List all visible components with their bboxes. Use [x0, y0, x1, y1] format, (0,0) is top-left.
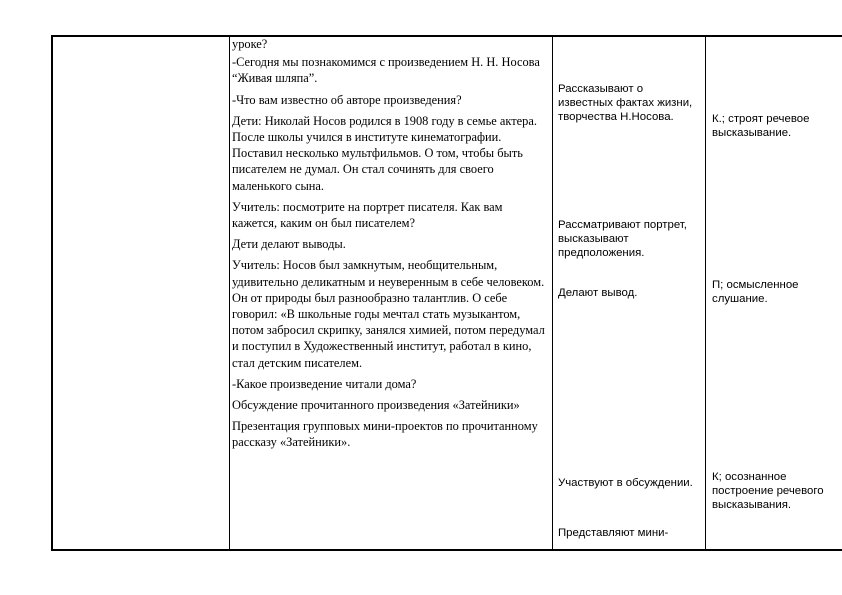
teacher-text-3: Дети: Николай Носов родился в 1908 году в семье актера. После школы учился в институте кинематографии. Поставил несколько мультфильмов. О том, чтобы быть писателем не думал. Он стал сочинять для своего маленького сына.: [232, 113, 537, 193]
uud-item-3: К; осознанное построение речевого высказывания.: [712, 471, 824, 512]
teacher-text-7: -Какое произведение читали дома?: [232, 376, 417, 391]
teacher-text-5: Дети делают выводы.: [232, 237, 346, 252]
column-divider-3: [705, 35, 706, 551]
teacher-activity-cell: [232, 36, 550, 456]
uud-item-1: К.; строят речевое высказывание.: [712, 113, 810, 140]
teacher-text-9: Презентация групповых мини-проектов по прочитанному рассказу «Затейники».: [232, 419, 538, 450]
student-activity-1: Рассказывают о известных фактах жизни, творчества Н.Носова.: [558, 83, 693, 124]
column-divider-2: [552, 35, 553, 551]
teacher-text-6: Учитель: Носов был замкнутым, необщительным, удивительно деликатным и неуверенным в себе человеком. Он от природы был разнообразно талантлив. О себе говорил: «В школьные годы мечтал стать музыкантом, потом забросил скрипку, занялся химией, потом передумал и поступил в Художественный институт, работал в кино, стал детским писателем.: [232, 258, 545, 370]
teacher-text-0: уроке?: [232, 37, 268, 51]
student-activity-4: Участвуют в обсуждении.: [558, 477, 693, 489]
table-bottom-border: [51, 549, 842, 551]
teacher-text-8: Обсуждение прочитанного произведения «Затейники»: [232, 398, 520, 413]
student-activity-2: Рассматривают портрет, высказывают предположения.: [558, 219, 687, 260]
teacher-text-4: Учитель: посмотрите на портрет писателя. Как вам кажется, каким он был писателем?: [232, 199, 503, 231]
uud-item-2: П; осмысленное слушание.: [712, 279, 799, 306]
teacher-text-2: -Что вам известно об авторе произведения?: [232, 92, 462, 107]
column-divider-1: [229, 35, 230, 551]
student-activity-5: Представляют мини-: [558, 527, 669, 539]
teacher-text-1: -Сегодня мы познакомимся с произведением Н. Н. Носова “Живая шляпа”.: [232, 55, 540, 86]
table-left-border: [51, 35, 53, 551]
student-activity-3: Делают вывод.: [558, 287, 638, 299]
